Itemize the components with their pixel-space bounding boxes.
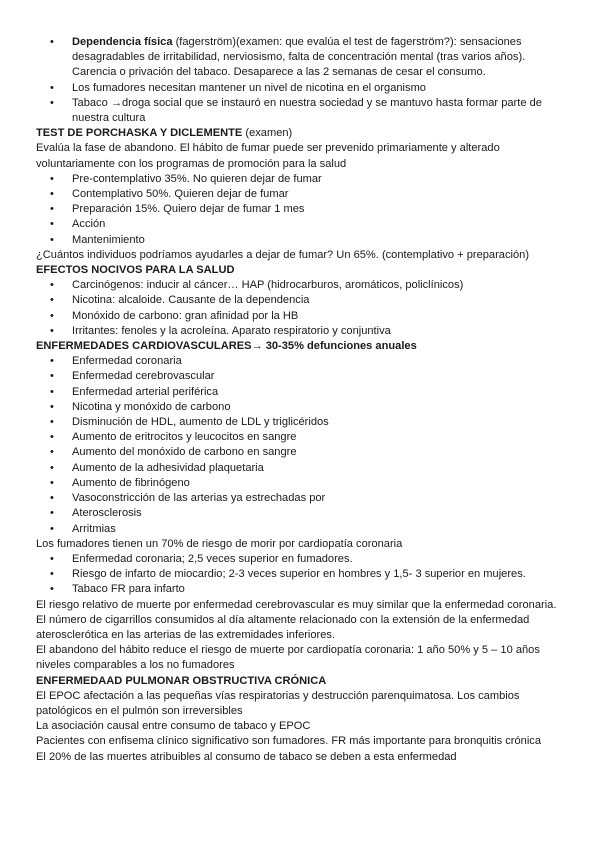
list-item: • Vasoconstricción de las arterias ya estrechadas por — [36, 491, 564, 506]
epoc-paragraph: La asociación causal entre consumo de tabaco y EPOC — [36, 720, 311, 733]
section-heading-test: TEST DE PORCHASKA Y DICLEMENTE (examen) — [36, 127, 293, 140]
list-item: • Arritmias — [36, 522, 564, 537]
list-item: • Aumento de fibrinógeno — [36, 476, 564, 491]
test-description: Evalúa la fase de abandono. El hábito de fumar puede ser prevenido primariamente y alterado voluntariamente con los programas de promoción para la salud — [36, 142, 500, 170]
list-item: • Disminución de HDL, aumento de LDL y triglicéridos — [36, 415, 564, 430]
list-item: • Mantenimiento — [36, 233, 564, 248]
list-item: • Nicotina y monóxido de carbono — [36, 400, 564, 415]
section-heading-cardio: ENFERMEDADES CARDIOVASCULARES→ 30-35% defunciones anuales — [36, 340, 417, 353]
document-page — [36, 35, 564, 765]
section-heading-epoc: ENFERMEDAAD PULMONAR OBSTRUCTIVA CRÓNICA — [36, 674, 327, 687]
section-heading-efectos: EFECTOS NOCIVOS PARA LA SALUD — [36, 264, 235, 277]
list-item: • Aumento de eritrocitos y leucocitos en sangre — [36, 430, 564, 445]
cardio-paragraph-1: El riesgo relativo de muerte por enfermedad cerebrovascular es muy similar que la enfermedad coronaria. El número de cigarrillos consumidos al día altamente relacionado con la extensión de la enfermedad aterosclerótica en las arterias de las extremidades inferiores. — [36, 598, 557, 641]
list-item: • Enfermedad arterial periférica — [36, 385, 564, 400]
test-stages-list — [36, 172, 564, 248]
intro-list — [36, 35, 564, 126]
list-item: • Acción — [36, 217, 564, 232]
list-item: • Nicotina: alcaloide. Causante de la dependencia — [36, 293, 564, 308]
cardio-paragraph-2: El abandono del hábito reduce el riesgo de muerte por cardiopatía coronaria: 1 año 50% y 5 – 10 años niveles comparables a los no fumadores — [36, 644, 540, 672]
list-item: • Los fumadores necesitan mantener un nivel de nicotina en el organismo — [36, 81, 564, 96]
cardio-risk-intro: Los fumadores tienen un 70% de riesgo de morir por cardiopatía coronaria — [36, 537, 403, 550]
epoc-paragraph: El EPOC afectación a las pequeñas vías respiratorias y destrucción parenquimatosa. Los cambios patológicos en el pulmón son irreversibles — [36, 689, 520, 717]
list-item: • Monóxido de carbono: gran afinidad por la HB — [36, 309, 564, 324]
list-item: • Aumento de la adhesividad plaquetaria — [36, 461, 564, 476]
list-item: • Irritantes: fenoles y la acroleína. Aparato respiratorio y conjuntiva — [36, 324, 564, 339]
list-item: • Dependencia física (fagerström)(examen: que evalúa el test de fagerström?): sensaciones desagradables de irritabilidad, nerviosismo, falta de concentración mental (tras varios años). Carencia o privación del tabaco. Desaparece a las 2 semanas de cesar el consumo. — [36, 35, 564, 81]
test-question: ¿Cuántos individuos podríamos ayudarles a dejar de fumar? Un 65%. (contemplativo + preparación) — [36, 248, 530, 261]
cardio-risk-list — [36, 552, 564, 598]
list-item: • Aterosclerosis — [36, 506, 564, 521]
efectos-list — [36, 278, 564, 339]
list-item: • Carcinógenos: inducir al cáncer… HAP (hidrocarburos, aromáticos, policlínicos) — [36, 278, 564, 293]
epoc-paragraph: El 20% de las muertes atribuibles al consumo de tabaco se deben a esta enfermedad — [36, 750, 457, 763]
list-item: • Enfermedad coronaria — [36, 354, 564, 369]
list-item: • Preparación 15%. Quiero dejar de fumar 1 mes — [36, 202, 564, 217]
list-item: • Enfermedad coronaria; 2,5 veces superior en fumadores. — [36, 552, 564, 567]
list-item: • Tabaco →droga social que se instauró en nuestra sociedad y se mantuvo hasta formar parte de nuestra cultura — [36, 96, 564, 126]
list-item: • Tabaco FR para infarto — [36, 582, 564, 597]
epoc-paragraph: Pacientes con enfisema clínico significativo son fumadores. FR más importante para bronquitis crónica — [36, 735, 542, 748]
list-item: • Riesgo de infarto de miocardio; 2-3 veces superior en hombres y 1,5- 3 superior en mujeres. — [36, 567, 564, 582]
cardio-list — [36, 354, 564, 536]
list-item: • Enfermedad cerebrovascular — [36, 369, 564, 384]
list-item: • Pre-contemplativo 35%. No quieren dejar de fumar — [36, 172, 564, 187]
list-item: • Aumento del monóxido de carbono en sangre — [36, 445, 564, 460]
list-item: • Contemplativo 50%. Quieren dejar de fumar — [36, 187, 564, 202]
